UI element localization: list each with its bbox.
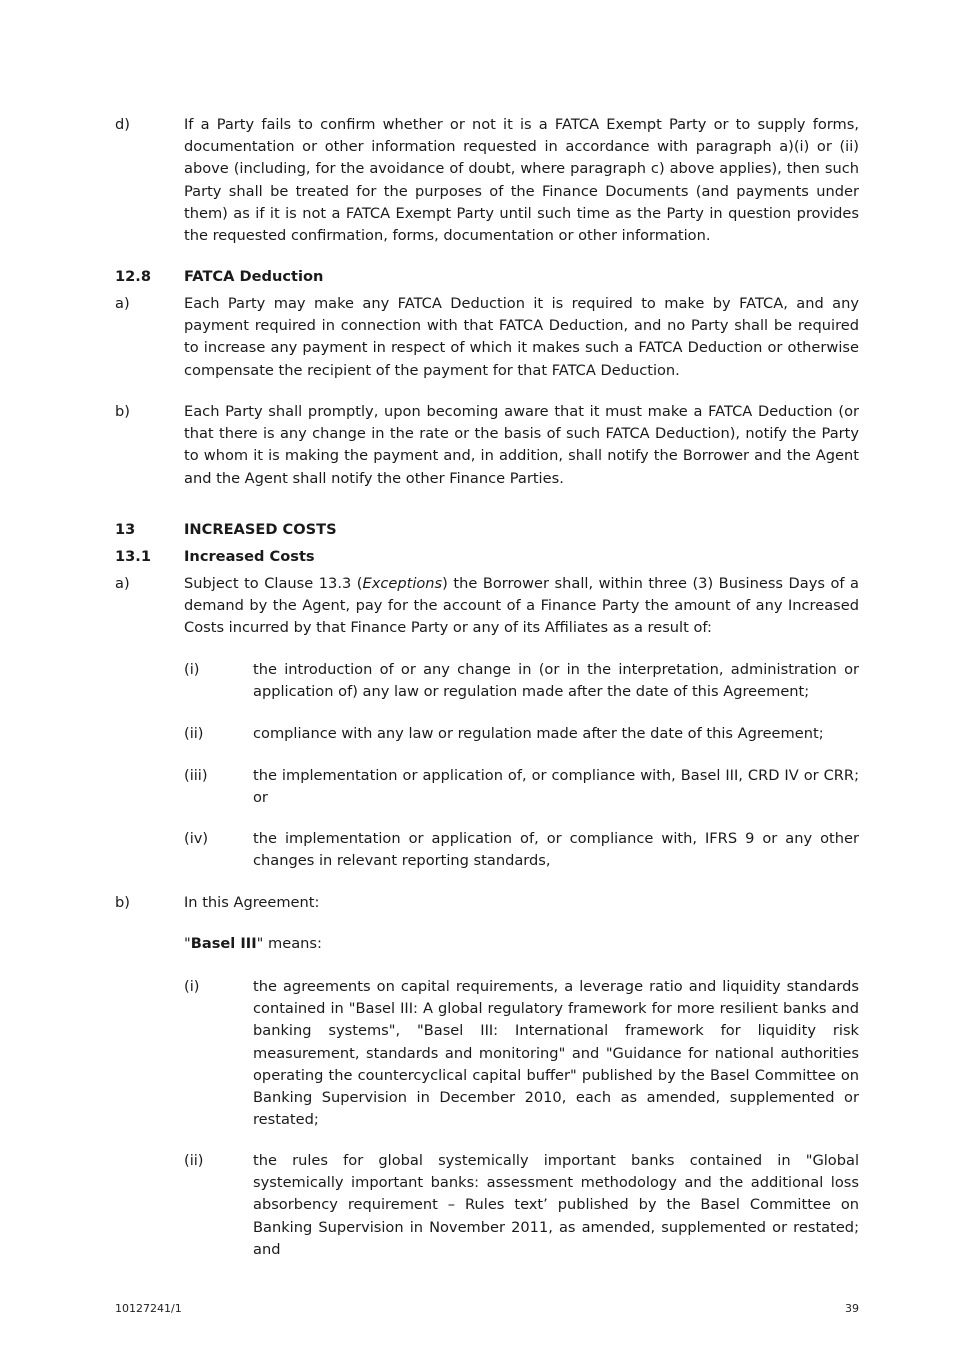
basel-iii-definition (184, 933, 322, 955)
sub-item-text: the introduction of or any change in (or in the interpretation, administration or application of) any law or regulation made after the date of this Agreement; (253, 661, 859, 701)
section-title: FATCA Deduction (184, 268, 324, 285)
sub-item-label: (i) (184, 978, 200, 995)
quote-open: " (184, 935, 191, 952)
definition-lead: " means: (256, 935, 322, 952)
sub-item-label: (i) (184, 661, 200, 678)
sub-item-text: the implementation or application of, or compliance with, IFRS 9 or any other changes in relevant reporting standards, (253, 830, 859, 870)
sub-item-text: the implementation or application of, or compliance with, Basel III, CRD IV or CRR; or (253, 767, 859, 807)
paragraph-12-8-a (115, 293, 859, 382)
sub-item-text: compliance with any law or regulation made after the date of this Agreement; (253, 725, 824, 742)
paragraph-label: b) (115, 403, 130, 420)
sub-item (184, 723, 859, 745)
section-title: Increased Costs (184, 548, 315, 565)
paragraph-label: d) (115, 116, 130, 133)
text-before: Subject to Clause 13.3 ( (184, 575, 363, 592)
paragraph-d (115, 114, 859, 247)
section-number: 13.1 (115, 548, 152, 565)
paragraph-text: Each Party shall promptly, upon becoming aware that it must make a FATCA Deduction (or that there is any change in the rate or the basis of such FATCA Deduction), notify the Party to whom it is making the payment and, in addition, shall notify the Borrower and the Agent and the Agent shall notify the other Finance Parties. (184, 403, 859, 487)
defined-term: Basel III (190, 935, 257, 952)
sub-item-text: the rules for global systemically important banks contained in "Global systemically important banks: assessment methodology and the additional loss absorbency requirement – Rules text’ published by the Basel Committee on Banking Supervision in November 2011, as amended, supplemented or restated; and (253, 1152, 859, 1258)
paragraph-text: Each Party may make any FATCA Deduction it is required to make by FATCA, and any payment required in connection with that FATCA Deduction, and no Party shall be required to increase any payment in respect of which it makes such a FATCA Deduction or otherwise compensate the recipient of the payment for that FATCA Deduction. (184, 295, 859, 379)
paragraph-13-1-a (115, 573, 859, 640)
sub-item-text: the agreements on capital requirements, a leverage ratio and liquidity standards contained in "Basel III: A global regulatory framework for more resilient banks and banking systems", "Basel III: International framework for liquidity risk measurement, standards and monitoring" and "Guidance for national authorities operating the countercyclical capital buffer" published by the Basel Committee on Banking Supervision in December 2010, each as amended, supplemented or restated; (253, 978, 859, 1129)
page-number: 39 (845, 1302, 859, 1315)
text-after: ) the Borrower shall, within three (3) Business Days of a demand by the Agent, pay for the account of a Finance Party the amount of any Increased Costs incurred by that Finance Party or any of its Affiliates as a result of: (184, 575, 859, 637)
section-number: 13 (115, 521, 136, 538)
paragraph-13-1-b (115, 892, 859, 914)
paragraph-12-8-b (115, 401, 859, 490)
definition-item (184, 976, 859, 1131)
sub-item (184, 765, 859, 809)
sub-item-label: (iv) (184, 830, 209, 847)
sub-item (184, 659, 859, 703)
section-number: 12.8 (115, 268, 152, 285)
sub-item (184, 828, 859, 872)
paragraph-text (184, 573, 859, 640)
sub-item-label: (ii) (184, 1152, 204, 1169)
paragraph-label: b) (115, 894, 130, 911)
definition-item (184, 1150, 859, 1261)
section-title: INCREASED COSTS (184, 521, 337, 538)
paragraph-text: In this Agreement: (184, 894, 320, 911)
sub-item-label: (ii) (184, 725, 204, 742)
document-reference: 10127241/1 (115, 1302, 182, 1315)
paragraph-label: a) (115, 575, 130, 592)
paragraph-text: If a Party fails to confirm whether or not it is a FATCA Exempt Party or to supply forms, documentation or other information requested in accordance with paragraph a)(i) or (ii) above (including, for the avoidance of doubt, where paragraph c) above applies), then such Party shall be treated for the purposes of the Finance Documents (and payments under them) as if it is not a FATCA Exempt Party until such time as the Party in question provides the requested confirmation, forms, documentation or other information. (184, 116, 859, 245)
sub-item-label: (iii) (184, 767, 208, 784)
exceptions-reference: Exceptions (362, 575, 443, 592)
paragraph-label: a) (115, 295, 130, 312)
